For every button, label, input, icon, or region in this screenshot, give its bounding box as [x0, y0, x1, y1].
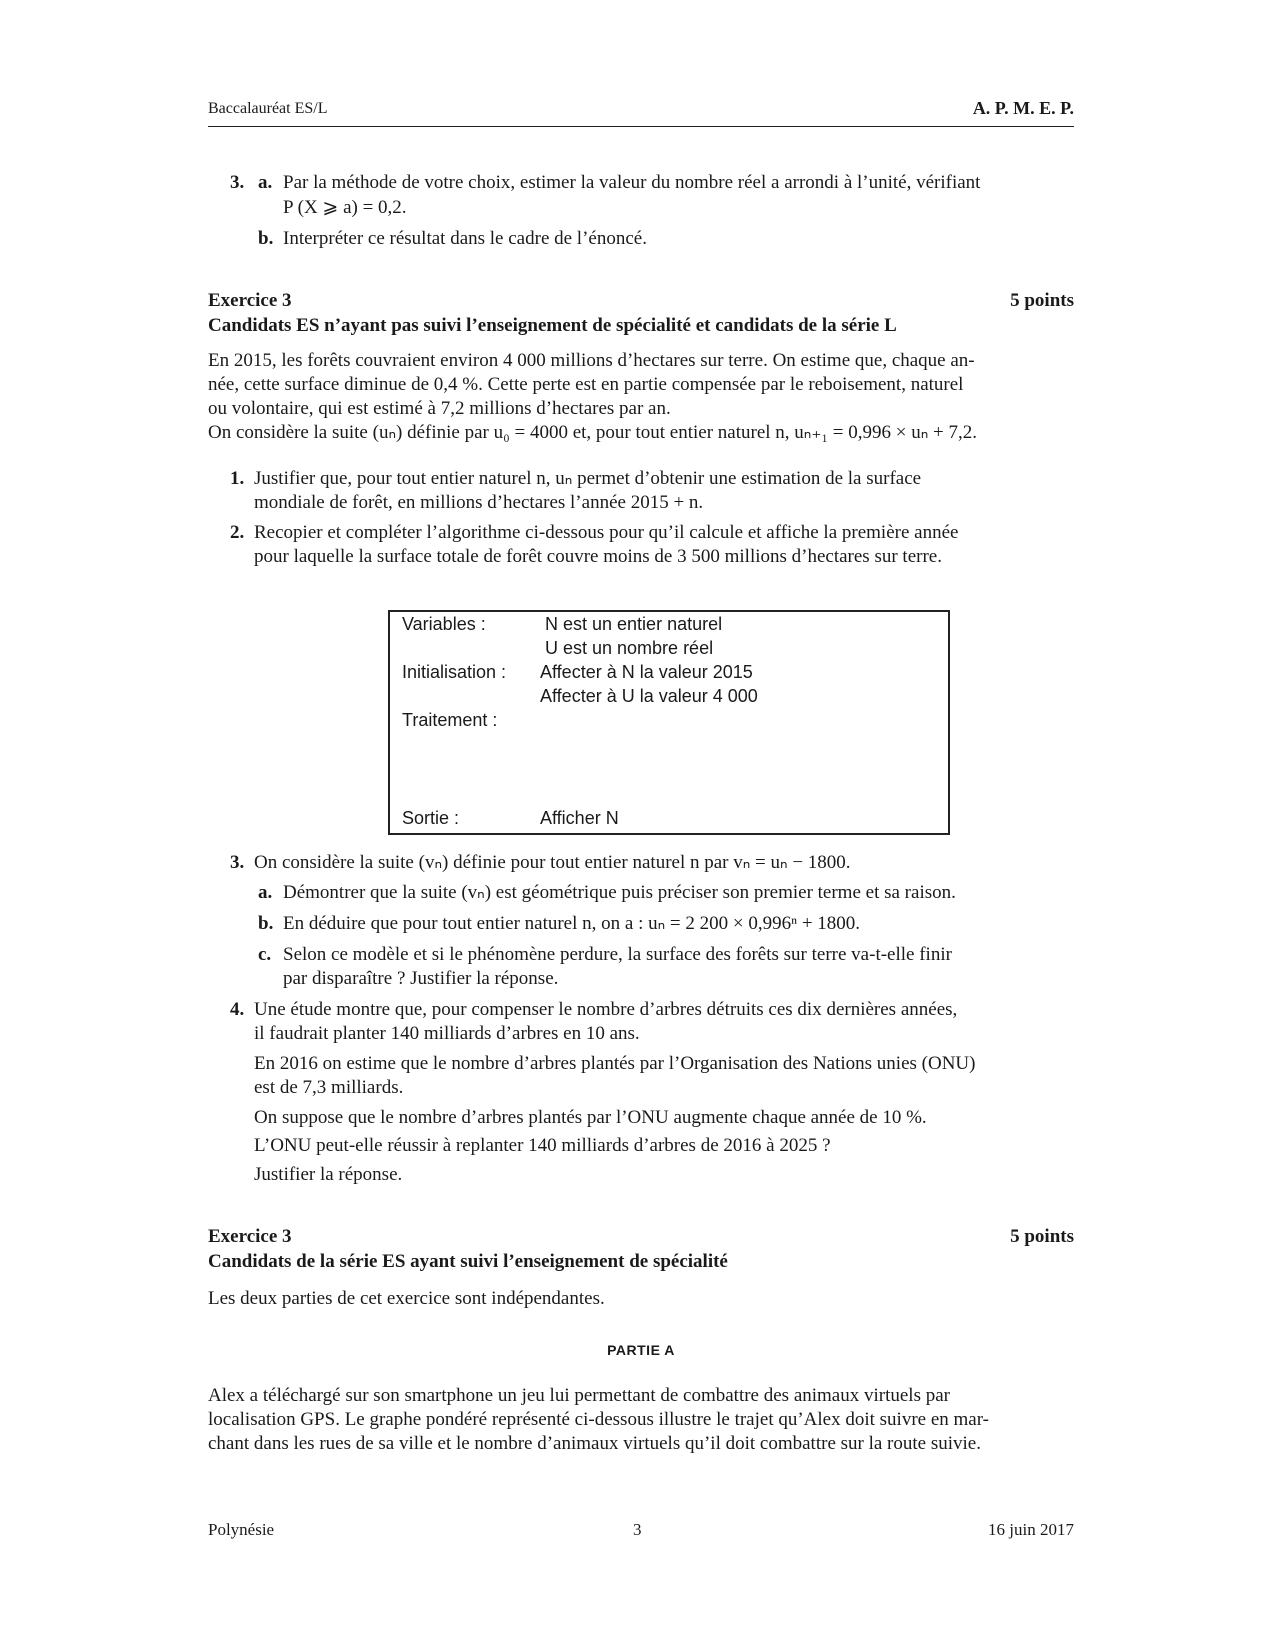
ex3a-q2-text-2: pour laquelle la surface totale de forêt couvre moins de 3 500 millions d’hectares sur terre.	[254, 546, 942, 567]
ex3b-subtitle: Candidats de la série ES ayant suivi l’enseignement de spécialité	[208, 1251, 728, 1272]
ex3a-points: 5 points	[1010, 290, 1074, 311]
algo-sortie-val: Afficher N	[540, 808, 619, 828]
algo-variables-label: Variables :	[402, 614, 486, 634]
ex3a-q4-text-6: L’ONU peut-elle réussir à replanter 140 milliards d’arbres de 2016 à 2025 ?	[254, 1135, 831, 1156]
ex3a-q3-number: 3.	[230, 852, 245, 873]
partie-a-heading: PARTIE A	[607, 1342, 675, 1358]
ex3a-q4-text-2: il faudrait planter 140 milliards d’arbres en 10 ans.	[254, 1023, 640, 1044]
ex3a-q1-number: 1.	[230, 468, 245, 489]
ex3a-q3c-text-1: Selon ce modèle et si le phénomène perdure, la surface des forêts sur terre va-t-elle finir	[283, 944, 952, 965]
ex3b-paragraph-3: chant dans les rues de sa ville et le nombre d’animaux virtuels qu’il doit combattre sur la route suivie.	[208, 1433, 981, 1454]
prev-q3-number: 3.	[230, 172, 245, 193]
ex3a-intro-2: née, cette surface diminue de 0,4 %. Cette perte est en partie compensée par le reboisement, naturel	[208, 374, 964, 395]
page-header	[208, 100, 1074, 127]
footer-page-number: 3	[633, 1520, 642, 1539]
ex3a-q4-text-7: Justifier la réponse.	[254, 1164, 403, 1185]
ex3a-q1-text-2: mondiale de forêt, en millions d’hectares l’année 2015 + n.	[254, 492, 704, 513]
ex3a-q4-text-4: est de 7,3 milliards.	[254, 1077, 404, 1098]
algo-init-label: Initialisation :	[402, 662, 507, 682]
ex3a-q4-number: 4.	[230, 999, 245, 1020]
ex3a-q3-text: On considère la suite (vₙ) définie pour tout entier naturel n par vₙ = uₙ − 1800.	[254, 852, 851, 873]
algo-var-u: U est un nombre réel	[545, 638, 714, 658]
page-footer	[208, 1520, 1074, 1542]
ex3a-q2-number: 2.	[230, 522, 245, 543]
ex3a-q4-text-1: Une étude montre que, pour compenser le nombre d’arbres détruits ces dix dernières années,	[254, 999, 958, 1020]
algo-sortie-label: Sortie :	[402, 808, 460, 828]
ex3b-paragraph-1: Alex a téléchargé sur son smartphone un jeu lui permettant de combattre des animaux virtuels par	[208, 1385, 950, 1406]
footer-left: Polynésie	[208, 1520, 275, 1539]
ex3a-subtitle: Candidats ES n’ayant pas suivi l’enseignement de spécialité et candidats de la série L	[208, 315, 897, 336]
ex3a-q3a-label: a.	[258, 882, 273, 903]
footer-right: 16 juin 2017	[988, 1520, 1074, 1539]
algo-init-u: Affecter à U la valeur 4 000	[540, 686, 758, 706]
ex3a-q3b-label: b.	[258, 913, 274, 934]
ex3b-title: Exercice 3	[208, 1226, 292, 1247]
ex3b-intro: Les deux parties de cet exercice sont indépendantes.	[208, 1288, 605, 1309]
ex3a-q2-text-1: Recopier et compléter l’algorithme ci-dessous pour qu’il calcule et affiche la première année	[254, 522, 959, 543]
ex3a-q3c-text-2: par disparaître ? Justifier la réponse.	[283, 968, 559, 989]
prev-qb-text: Interpréter ce résultat dans le cadre de l’énoncé.	[283, 228, 647, 249]
prev-qb-label: b.	[258, 228, 274, 249]
ex3a-title: Exercice 3	[208, 290, 292, 311]
ex3b-paragraph-2: localisation GPS. Le graphe pondéré représenté ci-dessous illustre le trajet qu’Alex doit suivre en mar-	[208, 1409, 990, 1430]
ex3a-q3b-text: En déduire que pour tout entier naturel n, on a : uₙ = 2 200 × 0,996ⁿ + 1800.	[283, 913, 861, 934]
header-left: Baccalauréat ES/L	[208, 100, 328, 117]
ex3a-q3c-label: c.	[258, 944, 272, 965]
prev-qa-text-2: P (X ⩾ a) = 0,2.	[283, 197, 407, 218]
algo-init-n: Affecter à N la valeur 2015	[540, 662, 753, 682]
algo-traitement-label: Traitement :	[402, 710, 498, 730]
ex3a-intro-1: En 2015, les forêts couvraient environ 4 000 millions d’hectares sur terre. On estime que, chaque an-	[208, 350, 975, 371]
ex3a-q4-text-3: En 2016 on estime que le nombre d’arbres plantés par l’Organisation des Nations unies (ONU)	[254, 1053, 976, 1074]
ex3a-q1-text-1: Justifier que, pour tout entier naturel n, uₙ permet d’obtenir une estimation de la surface	[254, 468, 922, 489]
page	[208, 0, 1074, 1650]
ex3a-intro-3: ou volontaire, qui est estimé à 7,2 millions d’hectares par an.	[208, 398, 671, 419]
ex3b-points: 5 points	[1010, 1226, 1074, 1247]
prev-qa-label: a.	[258, 172, 273, 193]
prev-qa-text-1: Par la méthode de votre choix, estimer la valeur du nombre réel a arrondi à l’unité, vérifiant	[283, 172, 981, 193]
ex3a-q4-text-5: On suppose que le nombre d’arbres plantés par l’ONU augmente chaque année de 10 %.	[254, 1107, 927, 1128]
ex3a-intro-4: On considère la suite (uₙ) définie par u₀ = 4000 et, pour tout entier naturel n, uₙ₊₁ = 0,996 × uₙ + 7,2.	[208, 422, 977, 443]
header-right: A. P. M. E. P.	[972, 98, 1074, 118]
algorithm-box	[388, 610, 950, 835]
algo-var-n: N est un entier naturel	[545, 614, 723, 634]
ex3a-q3a-text: Démontrer que la suite (vₙ) est géométrique puis préciser son premier terme et sa raison.	[283, 882, 956, 903]
